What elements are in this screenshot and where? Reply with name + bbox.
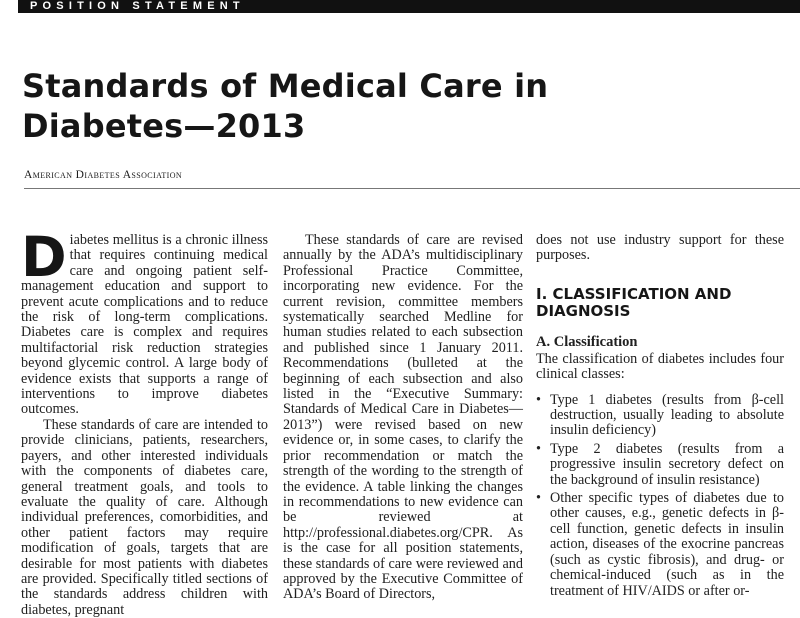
list-item [536,440,784,488]
industry-support-paragraph: does not use industry support for these purposes. [536,232,784,264]
list-item-text: Type 1 diabetes (results from β-cell destruction, usually leading to absolute insulin deficiency) [550,391,784,439]
title-line-1: Standards of Medical Care in [22,67,549,105]
author-line: American Diabetes Association [24,169,183,181]
header-rule [24,188,800,189]
intro-paragraph [21,225,268,418]
classification-intro-paragraph: The classification of diabetes includes four clinical classes: [536,350,784,383]
column-3 [536,233,784,602]
section-heading-classification: I. CLASSIFICATION AND DIAGNOSIS [536,284,732,320]
title-line-2: Diabetes—2013 [22,107,306,145]
revision-paragraph: These standards of care are revised annually by the ADA’s multidisciplinary Professional Practice Committee, incorporating new evidence. For the current revision, committee members systematically searched Medline for human studies related to each subsection and published since 1 January 2011. Recommendations (bulleted at the beginning of each subsection and also listed in the “Executive Summary: Standards of Medical Care in Diabetes—2013”) were revised based on new evidence or, in some cases, to clarify the prior recommendation or match the strength of the wording to the strength of the evidence. A table linking the changes in recommendations to new evidence can be reviewed at http://professional.diabetes.org/CPR. As is the case for all position statements, these standards of care were reviewed and approved by the Executive Committee of ADA’s Board of Directors, [283,232,523,603]
article-title [22,66,782,146]
list-item-text: Other specific types of diabetes due to other causes, e.g., genetic defects in β-cell function, genetic defects in insulin action, diseases of the exocrine pancreas (such as cystic fibrosis), and drug- or chemical-induced (such as in the treatment of HIV/AIDS or after or- [550,490,784,599]
column-1 [21,225,268,618]
standards-purpose-paragraph: These standards of care are intended to provide clinicians, patients, researchers, payers, and other interested individuals with the components of diabetes care, general treatment goals, and tools to evaluate the quality of care. Although individual preferences, comorbidities, and other patient factors may require modification of goals, targets that are desirable for most patients with diabetes are provided. Specifically titled sections of the standards address children with diabetes, pregnant [21,416,268,618]
clinical-classes-list [536,393,784,599]
list-item [536,391,784,439]
banner-label: POSITION STATEMENT [30,0,245,12]
subsection-heading-classification: A. Classification [536,333,638,350]
drop-cap: D [21,225,67,289]
list-item-text: Type 2 diabetes (results from a progressive insulin secretory defect on the background of insulin resistance) [550,440,784,488]
list-item [536,490,784,599]
bullet-icon: • [536,490,541,507]
bullet-icon: • [536,391,541,408]
position-statement-banner [18,0,800,13]
intro-paragraph-text: iabetes mellitus is a chronic illness that requires continuing medical care and ongoing patient self-management education and support to prevent acute complications and to reduce the risk of long-term complications. Diabetes care is complex and requires multifactorial risk reduction strategies beyond glycemic control. A large body of evidence exists that supports a range of interventions to improve diabetes outcomes. [21,232,268,418]
column-2 [283,233,523,603]
bullet-icon: • [536,440,541,457]
